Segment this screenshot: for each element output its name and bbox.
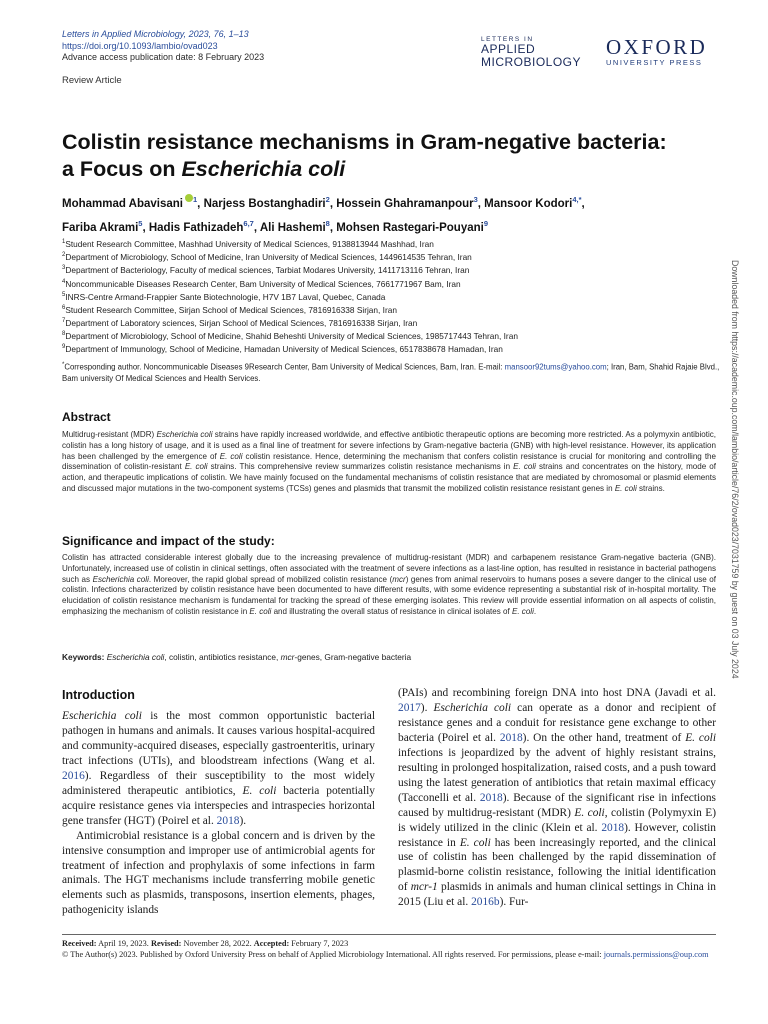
intro-italic: E. coli bbox=[574, 806, 605, 819]
citation-link[interactable]: 2018 bbox=[479, 791, 503, 804]
intro-text: ). bbox=[239, 814, 247, 827]
intro-paragraph: Antimicrobial resistance is a global concern and is driven by the intensive consumption and improper use of antimicrobial agents for treatment of infection and prophylaxis of some infections in farm animals. The HGT mechanisms include transferring mobile genetic elements such as plasmids, transposons, insertion elements, phages, pathogenicity islands bbox=[62, 829, 375, 917]
abstract-italic: E. coli bbox=[614, 483, 637, 493]
article-title bbox=[62, 129, 722, 183]
affiliation-item bbox=[62, 277, 722, 290]
author-name[interactable]: Mohsen Rastegari-Pouyani bbox=[336, 221, 484, 234]
affiliation-text: Student Research Committee, Mashhad University of Medical Sciences, 9138813944 Mashhad, Iran bbox=[65, 238, 434, 249]
publisher-logo-line2: UNIVERSITY PRESS bbox=[606, 58, 703, 67]
abstract-section-heading bbox=[62, 410, 111, 424]
doi-link[interactable]: https://doi.org/10.1093/lambio/ovad023 bbox=[62, 40, 218, 51]
citation-link[interactable]: 2017 bbox=[398, 701, 421, 714]
orcid-icon[interactable] bbox=[185, 194, 193, 202]
citation-link[interactable]: 2018 bbox=[601, 821, 625, 834]
article-footer bbox=[62, 938, 716, 960]
author-affiliation-ref: 6,7 bbox=[243, 218, 254, 228]
significance-heading: Significance and impact of the study: bbox=[62, 534, 275, 548]
significance-text: ) genes from animal reservoirs to humans poses a severe danger to the clinical use of colistin. Infections characterized by colistin resistance have been documented to have different results, with some evidence representing a substantial risk of in-hospital mortality. The elucidation of colistin resistance mechanism is fundamental for tracking the spread of these emerging isolates. This review will provide essential information on all aspects of colistin, emphasizing the mechanism of colistin resistance in bbox=[62, 574, 717, 616]
intro-text: can operate as a donor and recipient of resistance genes and a conduit for resistance gene exchange to other bacteria (Poirel et al. bbox=[398, 701, 716, 744]
citation-link[interactable]: 2018 bbox=[499, 731, 523, 744]
title-line1: Colistin resistance mechanisms in Gram-negative bacteria: bbox=[62, 130, 667, 154]
body-column-right bbox=[398, 686, 716, 910]
corresponding-address: ; Iran, Bam, Shahid Rajaie Blvd., Bam university Of Medical Sciences and Health Services. bbox=[62, 362, 720, 384]
intro-text: , colistin (Polymyxin E) is widely utilized in the clinic (Klein et al. bbox=[398, 806, 717, 834]
affiliation-item bbox=[62, 342, 722, 355]
significance-italic: E. coli bbox=[511, 606, 534, 616]
accepted-label: Accepted: bbox=[253, 939, 290, 948]
author-name[interactable]: Hadis Fathizadeh bbox=[148, 221, 244, 234]
abstract-italic: E. coli bbox=[184, 462, 208, 472]
journal-line: Letters in Applied Microbiology, 2023, 76, 1–13 bbox=[62, 29, 249, 39]
intro-text: ). However, colistin resistance in bbox=[398, 821, 717, 849]
significance-italic: mcr bbox=[392, 574, 406, 584]
corresponding-author-note bbox=[62, 360, 722, 385]
keyword-text: , colistin, antibiotics resistance, bbox=[164, 652, 281, 662]
affiliation-text: INRS-Centre Armand-Frappier Sante Biotechnologie, H7V 1B7 Laval, Quebec, Canada bbox=[65, 291, 386, 302]
intro-italic: E. coli bbox=[242, 784, 277, 797]
intro-paragraph bbox=[62, 709, 375, 829]
intro-italic: mcr-1 bbox=[410, 881, 438, 894]
author-name[interactable]: Hossein Ghahramanpour bbox=[336, 197, 474, 210]
corresponding-marker: * bbox=[62, 362, 65, 368]
keyword-italic: Escherichia coli bbox=[106, 652, 165, 662]
abstract-body bbox=[62, 430, 716, 495]
keywords bbox=[62, 652, 716, 662]
affiliation-item bbox=[62, 329, 722, 342]
publisher-logo bbox=[606, 36, 707, 67]
body-column-left bbox=[62, 709, 375, 918]
intro-italic: E. coli bbox=[459, 836, 491, 849]
author-affiliation-ref: 4,* bbox=[572, 195, 582, 204]
affiliation-text: Noncommunicable Diseases Research Center, Bam University of Medical Sciences, 7661771967 Bam, Iran bbox=[65, 278, 461, 289]
significance-body bbox=[62, 553, 716, 618]
author-name[interactable]: Fariba Akrami bbox=[62, 221, 139, 234]
keywords-label: Keywords: bbox=[62, 652, 105, 662]
author-affiliation-ref: 1 bbox=[193, 195, 198, 204]
significance-italic: E. coli bbox=[249, 606, 272, 616]
revised-date: November 28, 2022. bbox=[181, 939, 254, 948]
affiliation-item bbox=[62, 303, 722, 316]
journal-citation bbox=[62, 29, 264, 64]
abstract-italic: E. coli bbox=[513, 462, 536, 472]
citation-link[interactable]: 2016 bbox=[62, 769, 85, 782]
affiliation-number: 7 bbox=[62, 318, 66, 325]
author-list: Mohammad Abavisani $^1$, Narjess Bostanghadiri$^2$, Hossein Ghahramanpour$^3$, Mansoor Kodori$^{4,*}$, Fariba Akrami$^5$, Hadis Fathizadeh$^{6,7}$, Ali Hashemi$^8$, Mohsen Rastegari-Pouyani$^9$ bbox=[62, 195, 585, 234]
publisher-logo-line1: OXFORD bbox=[606, 35, 708, 59]
affiliation-number: 1 bbox=[62, 239, 66, 245]
corresponding-email-link[interactable]: mansoor92tums@yahoo.com bbox=[504, 362, 607, 372]
author-affiliation-ref: 5 bbox=[138, 218, 143, 228]
journal-logo bbox=[481, 36, 581, 69]
received-date: April 19, 2023. bbox=[96, 939, 151, 948]
journal-logo-line3: MICROBIOLOGY bbox=[481, 55, 582, 69]
significance-text: Colistin has attracted considerable interest globally due to the increasing prevalence of multidrug-resistant (MDR) and carbapenem resistance Gram-negative bacteria (GNB). Unfortunately, increased use of colistin in clinical settings, often associated with the treatment of severe infections as a last-line option, has resulted in resistance in bacterial pathogens such as bbox=[62, 553, 716, 584]
corresponding-text: Corresponding author. Noncommunicable Diseases 9Research Center, Bam University of Medical Sciences, Bam, Iran. E-mail: bbox=[64, 362, 505, 372]
abstract-heading: Abstract bbox=[62, 410, 111, 424]
intro-text: ). Fur- bbox=[499, 896, 529, 909]
intro-text: ). On the other hand, treatment of bbox=[522, 731, 686, 744]
affiliation-text: Department of Bacteriology, Faculty of medical sciences, Tarbiat Modares University, 1411713116 Tehran, Iran bbox=[65, 265, 470, 276]
journal-logo-line2: APPLIED bbox=[481, 42, 536, 56]
citation-link[interactable]: 2016b bbox=[471, 896, 500, 909]
intro-text: ). bbox=[420, 701, 434, 714]
intro-italic: Escherichia coli bbox=[62, 710, 142, 722]
abstract-italic: Escherichia coli bbox=[156, 430, 213, 439]
affiliation-text: Department of Microbiology, School of Medicine, Shahid Beheshti University of Medical Sciences, 1985717443 Tehran, Iran bbox=[65, 330, 518, 341]
affiliation-text: Department of Microbiology, School of Medicine, Iran University of Medical Sciences, 1449614535 Tehran, Iran bbox=[65, 251, 472, 262]
intro-text: ). Because of the significant rise in infections caused by multidrug-resistant (MDR) bbox=[398, 791, 716, 819]
affiliation-text: Department of Immunology, School of Medicine, Hamadan University of Medical Sciences, 6517838678 Hamadan, Iran bbox=[65, 344, 503, 355]
download-watermark-text: Downloaded from https://academic.oup.com/lambio/article/76/2/ovad023/7031759 by guest on 03 July 2024 bbox=[730, 260, 740, 679]
affiliation-item bbox=[62, 250, 722, 263]
journal-logo-line1: LETTERS IN bbox=[481, 36, 534, 43]
affiliation-number: 9 bbox=[62, 344, 66, 351]
affiliation-item bbox=[62, 263, 722, 276]
affiliation-number: 2 bbox=[62, 252, 66, 259]
intro-text: has been increasingly reported, and the clinical use of colistin has been challenged by the rapid dissemination of plasmid-borne colistin resistance, following the initial identification of bbox=[398, 836, 716, 894]
footer-divider bbox=[62, 934, 716, 935]
keyword-text: -genes, Gram-negative bacteria bbox=[294, 652, 412, 662]
received-label: Received: bbox=[62, 939, 97, 948]
affiliation-item bbox=[62, 316, 722, 329]
intro-text: bacteria potentially acquire resistance genes via interspecies and intraspecies horizontal gene transfer (HGT) (Poirel et al. bbox=[62, 784, 376, 827]
article-history bbox=[62, 938, 716, 949]
affiliation-item bbox=[62, 290, 722, 303]
citation-link[interactable]: 2018 bbox=[216, 814, 240, 827]
significance-text: . Moreover, the rapid global spread of mobilized colistin resistance ( bbox=[148, 574, 393, 584]
abstract-text: colistin resistance. Hence, determining the mechanism that confers colistin resistance is crucial for monitoring and controlling the dissemination of colistin-resistant bbox=[62, 451, 717, 472]
affiliation-text: Department of Laboratory sciences, Sirjan School of Medical Sciences, 7816916338 Sirjan, Iran bbox=[65, 317, 418, 328]
affiliation-number: 6 bbox=[62, 304, 66, 311]
intro-text: is the most common opportunistic bacterial pathogen in humans and animals. It causes various hospital-acquired and community-acquired diseases, especially gastroenteritis, urinary tract infections (UTIs), and bloodstream infections (Wang et al. bbox=[62, 710, 375, 767]
affiliation-number: 8 bbox=[62, 331, 66, 338]
intro-text: ). Regardless of their susceptibility to the most widely administered therapeutic antibiotics, bbox=[62, 769, 375, 797]
advance-access-date: Advance access publication date: 8 February 2023 bbox=[62, 52, 265, 62]
abstract-text: strains. This comprehensive review summarizes colistin resistance mechanisms in bbox=[207, 462, 514, 472]
copyright-text: © The Author(s) 2023. Published by Oxford University Press on behalf of Applied Microbiology International. All rights reserved. For permissions, please e-mail: bbox=[62, 950, 604, 960]
affiliation-list bbox=[62, 237, 722, 356]
author-affiliation-ref: 3 bbox=[473, 195, 478, 204]
intro-italic: E. coli bbox=[685, 731, 716, 744]
affiliation-item bbox=[62, 237, 722, 250]
author-name[interactable]: Mohammad Abavisani bbox=[62, 197, 183, 210]
abstract-text: strains. bbox=[636, 483, 665, 493]
affiliation-number: 3 bbox=[62, 265, 66, 272]
significance-text: and illustrating the overall status of resistance in clinical isolates of bbox=[271, 606, 512, 616]
author-affiliation-ref: 9 bbox=[483, 218, 489, 228]
author-affiliation-ref: 8 bbox=[325, 218, 330, 228]
intro-text: infections is jeopardized by the advent of highly resistant strains, resulting in prolonged hospitalization, raised costs, and a push toward using the latest generation of antibiotics that retain maximal efficacy (Tacconelli et al. bbox=[398, 746, 716, 804]
intro-text: (PAIs) and recombining foreign DNA into host DNA (Javadi et al. bbox=[398, 687, 716, 699]
article-type: Review Article bbox=[62, 75, 122, 86]
author-name[interactable]: Mansoor Kodori bbox=[484, 197, 573, 210]
accepted-date: February 7, 2023 bbox=[289, 939, 349, 948]
affiliation-number: 5 bbox=[62, 291, 66, 298]
intro-text: plasmids in animals and human clinical settings in China in 2015 (Liu et al. bbox=[398, 881, 716, 909]
author-affiliation-ref: 2 bbox=[325, 195, 330, 204]
abstract-text: strains and concentrates on the history, mode of action, and therapeutic implications of colistin. We have mainly focused on the fundamental mechanisms of colistin resistance that are mediated by chromosomal or plasmid elements and discussed major mutations in the two-component systems (TCSs) genes and plasmids that transmit the mobilized colistin resistance resistant genes in bbox=[62, 462, 716, 493]
keyword-italic: mcr bbox=[280, 652, 295, 662]
significance-section-heading bbox=[62, 534, 275, 548]
author-name[interactable]: Narjess Bostanghadiri bbox=[203, 197, 326, 210]
intro-paragraph-continued bbox=[398, 686, 716, 910]
affiliation-text: Student Research Committee, Sirjan School of Medical Sciences, 7816916338 Sirjan, Iran bbox=[65, 304, 397, 315]
abstract-text: Multidrug-resistant (MDR) bbox=[62, 430, 157, 439]
affiliation-number: 4 bbox=[62, 278, 66, 285]
significance-italic: Escherichia coli bbox=[92, 574, 149, 584]
significance-text: . bbox=[533, 606, 537, 616]
abstract-text: strains have rapidly increased worldwide, and effective antibiotic therapeutic options are becoming more restricted. As a polymyxin antibiotic, colistin has a long history of usage, and it is used as a final line of treatment for severe infections by Gram-negative bacteria (GNB) with high-level resistance. However, its application has been challenged by the emergence of bbox=[62, 430, 716, 461]
abstract-italic: E. coli bbox=[219, 451, 243, 461]
author-name[interactable]: Ali Hashemi bbox=[259, 221, 326, 234]
intro-italic: Escherichia coli bbox=[433, 701, 512, 714]
download-watermark bbox=[730, 260, 748, 780]
copyright-notice bbox=[62, 949, 716, 960]
permissions-email-link[interactable]: journals.permissions@oup.com bbox=[603, 950, 709, 960]
title-line2-prefix: a Focus on bbox=[62, 157, 182, 181]
introduction-heading: Introduction bbox=[62, 688, 135, 702]
title-line2-italic: Escherichia coli bbox=[181, 157, 346, 181]
revised-label: Revised: bbox=[150, 939, 182, 948]
